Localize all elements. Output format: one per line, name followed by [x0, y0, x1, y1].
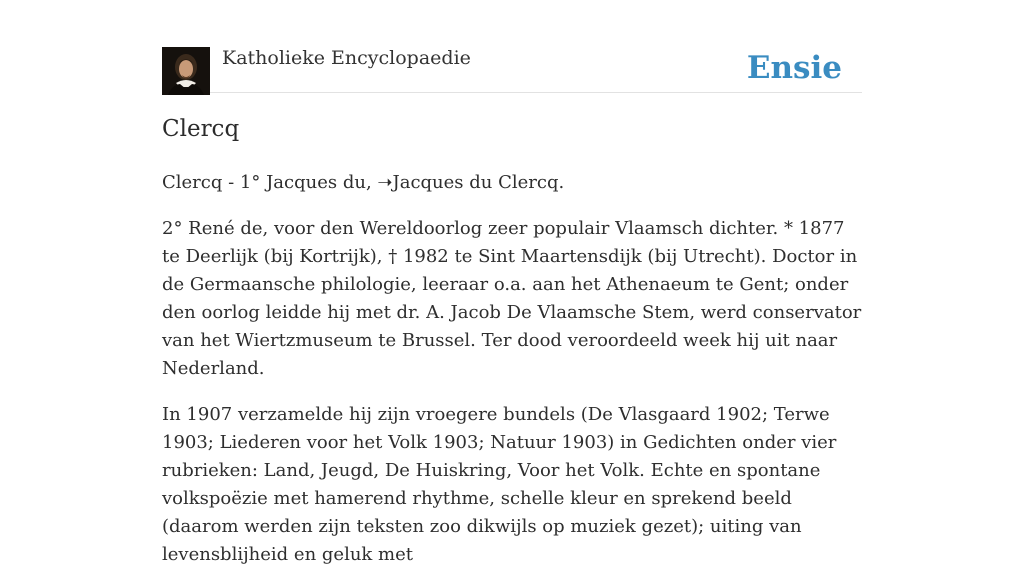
intro-text: Clercq - 1° Jacques du,: [162, 172, 378, 193]
site-header: [162, 40, 862, 93]
article-body: [162, 169, 862, 587]
intro-paragraph: [162, 169, 862, 197]
page-title: Clercq: [162, 116, 240, 142]
brand-logo[interactable]: Ensie: [746, 50, 842, 86]
portrait-avatar[interactable]: [162, 47, 210, 95]
cross-reference-link[interactable]: Jacques du Clercq.: [392, 172, 565, 193]
arrow-icon: ➝: [377, 172, 393, 193]
paragraph-biography: 2° René de, voor den Wereldoorlog zeer populair Vlaamsch dichter. * 1877 te Deerlijk (bij Kortrijk), † 1982 te Sint Maartensdijk (bij Utrecht). Doctor in de Germaansche philologie, leeraar o.a. aan het Athenaeum te Gent; onder den oorlog leidde hij met dr. A. Jacob De Vlaamsche Stem, werd conservator van het Wiertzmuseum te Brussel. Ter dood veroordeeld week hij uit naar Nederland.: [162, 218, 862, 379]
site-name[interactable]: Katholieke Encyclopaedie: [222, 47, 471, 69]
portrait-icon: [162, 47, 210, 95]
paragraph-works: In 1907 verzamelde hij zijn vroegere bundels (De Vlasgaard 1902; Terwe 1903; Liederen voor het Volk 1903; Natuur 1903) in Gedichten onder vier rubrieken: Land, Jeugd, De Huiskring, Voor het Volk. Echte en spontane volkspoëzie met hamerend rhythme, schelle kleur en sprekend beeld (daarom werden zijn teksten zoo dikwijls op muziek gezet); uiting van levensblijheid en geluk met: [162, 404, 837, 565]
